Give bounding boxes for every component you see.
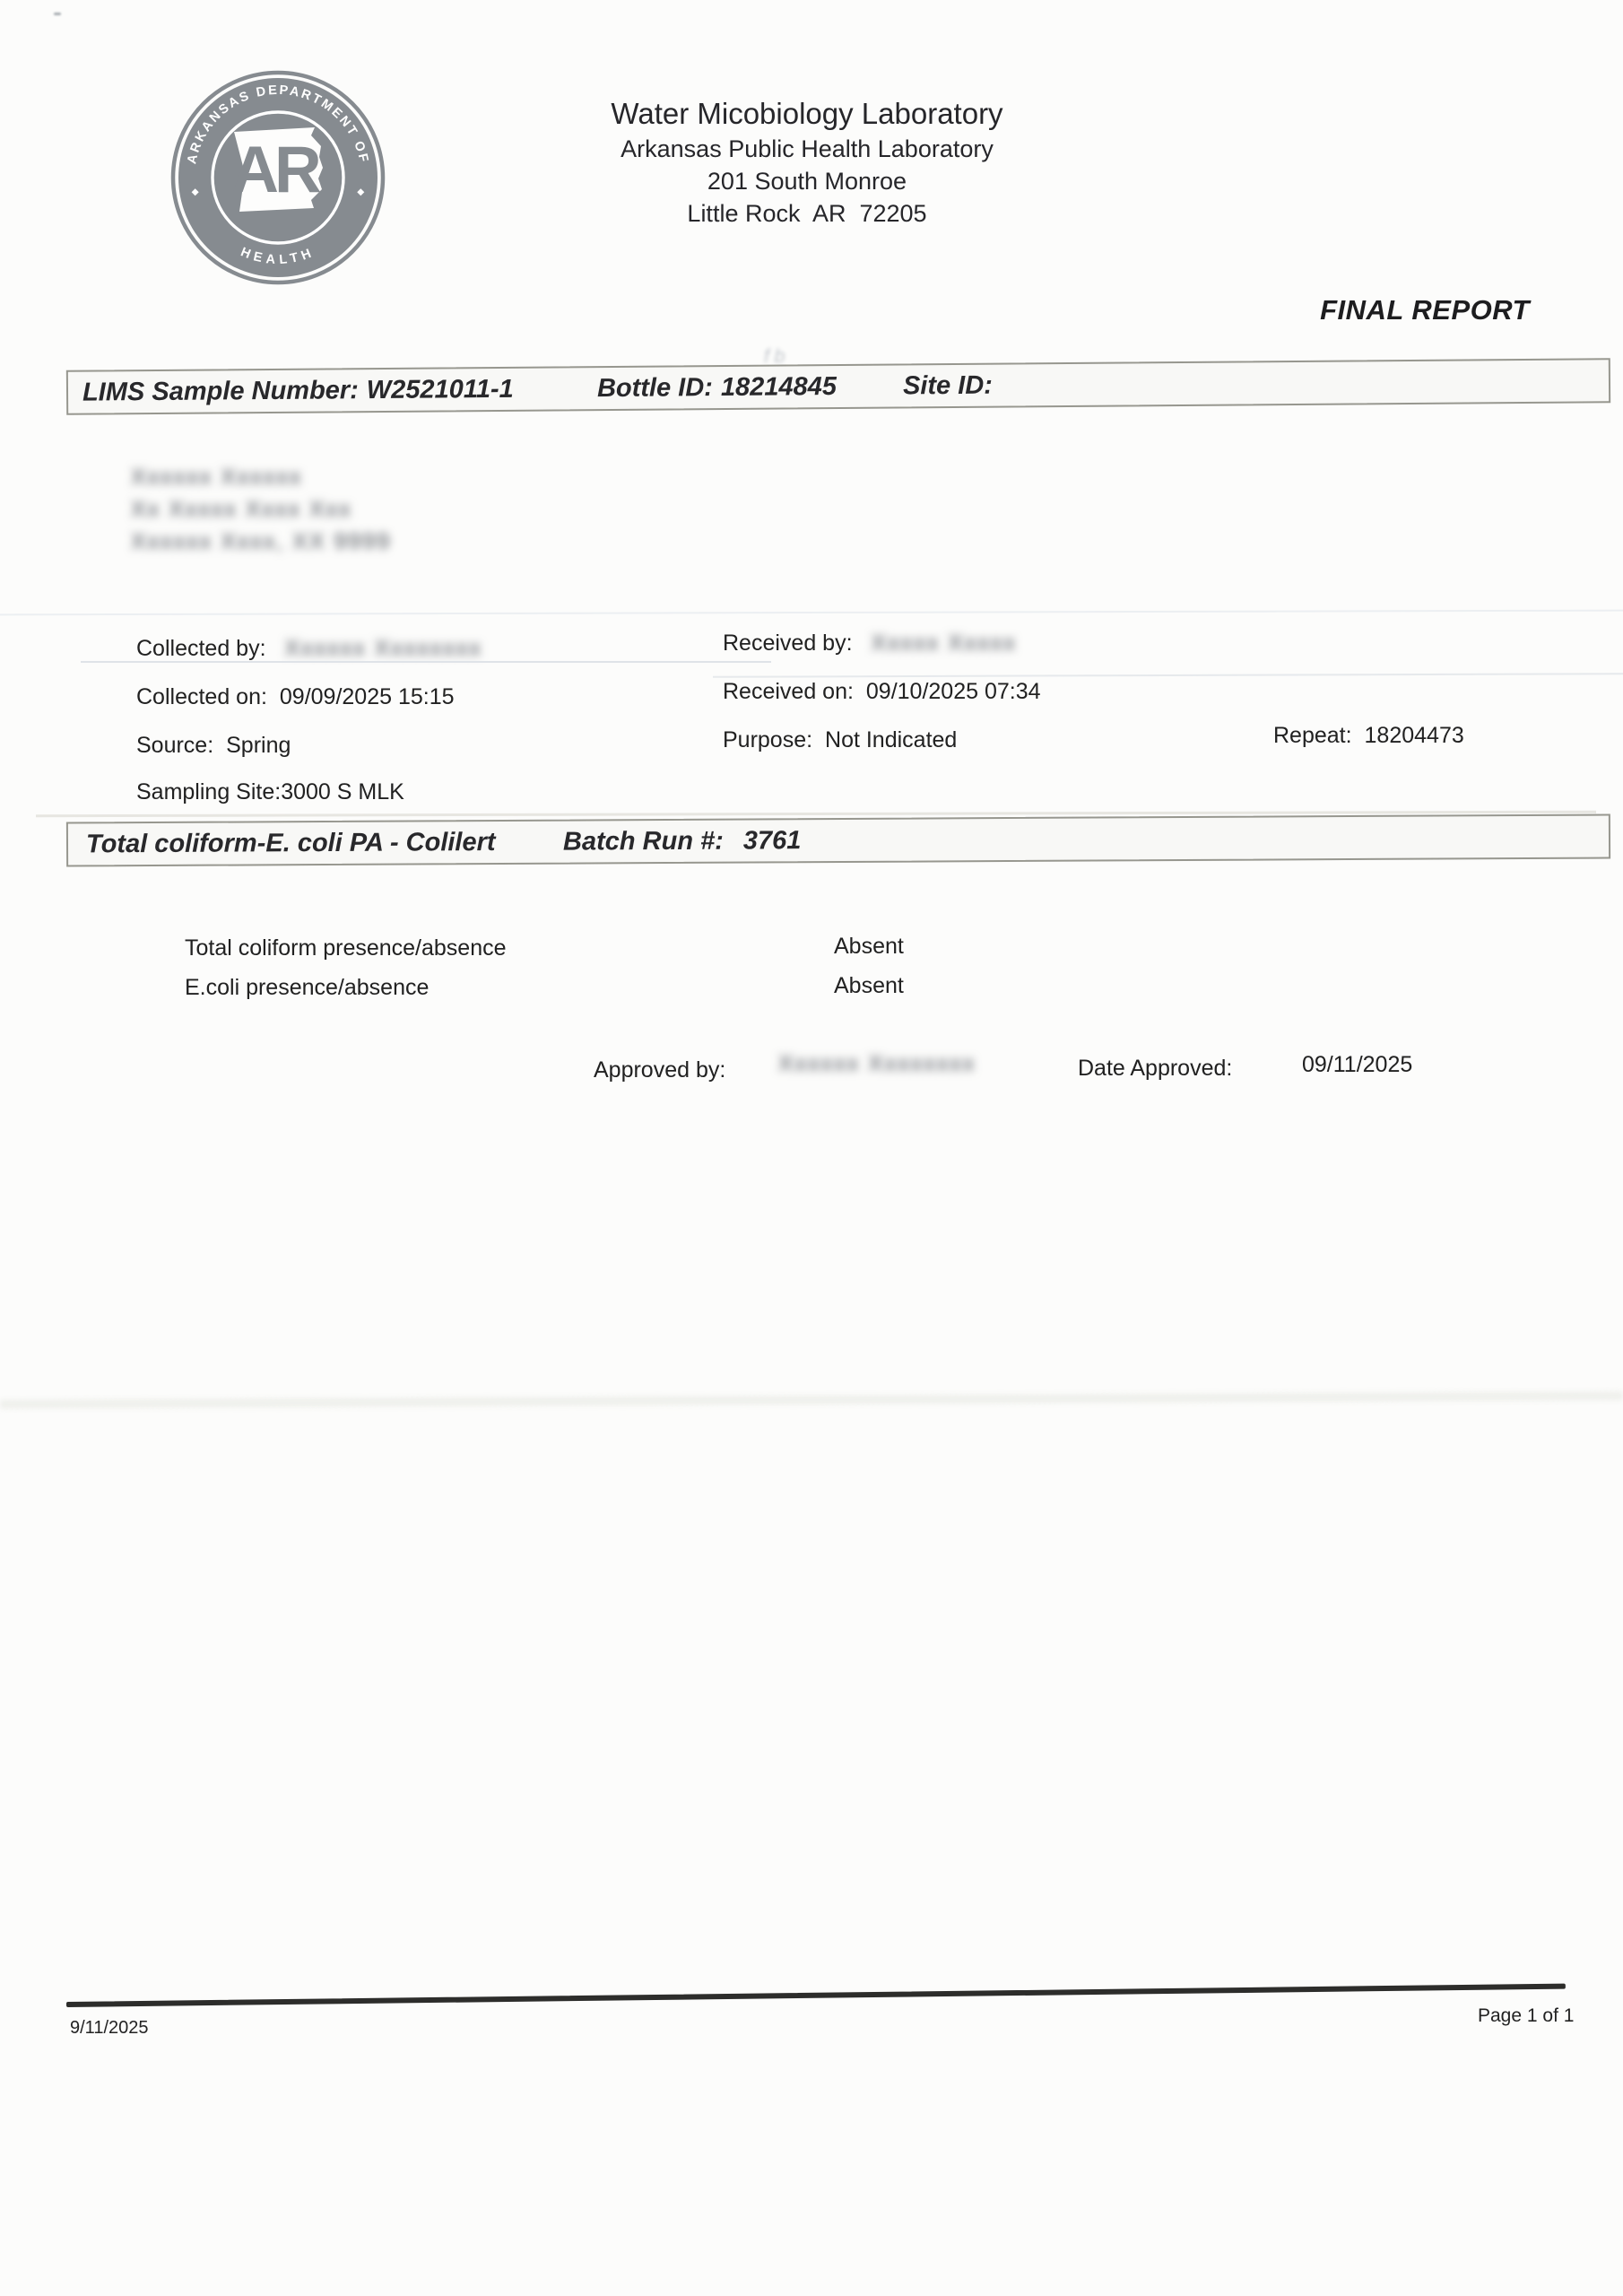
recipient-name-redacted: Xxxxxx Xxxxxx	[131, 465, 303, 490]
scan-artifact-line	[0, 610, 1623, 616]
batch-value: 3761	[742, 826, 802, 856]
purpose-label: Purpose:	[723, 727, 813, 752]
purpose-row	[723, 726, 957, 753]
collected-on-row	[136, 683, 455, 710]
org-name: Arkansas Public Health Laboratory	[621, 135, 994, 162]
source-row	[136, 732, 291, 759]
result-row	[185, 935, 507, 961]
collected-by-label: Collected by:	[136, 636, 266, 661]
recipient-address-block	[131, 461, 391, 558]
street-address: 201 South Monroe	[707, 168, 907, 195]
bottle-label: Bottle ID:	[596, 373, 714, 404]
batch-run	[563, 820, 802, 862]
date-approved-label: Date Approved:	[1078, 1056, 1233, 1081]
seal-monogram: AR	[231, 134, 317, 206]
site-label: Site ID:	[902, 370, 994, 401]
scan-artifact-band	[0, 1391, 1623, 1408]
analyte-name: E.coli presence/absence	[185, 975, 430, 1000]
seal-arc-text-bottom: HEALTH	[238, 245, 318, 268]
site-id	[903, 365, 1001, 407]
sampling-site-value: 3000 S MLK	[281, 779, 404, 804]
date-approved-value: 09/11/2025	[1302, 1052, 1413, 1077]
source-value: Spring	[226, 733, 291, 758]
lab-name: Water Micobiology Laboratory	[611, 97, 1003, 130]
final-report-status: FINAL REPORT	[1320, 294, 1530, 326]
received-by-row	[723, 630, 1017, 657]
lims-label: LIMS Sample Number:	[82, 376, 359, 407]
collected-on-value: 09/09/2025 15:15	[279, 684, 455, 709]
seal-diamond-left-icon: ◆	[191, 187, 199, 197]
result-value: Absent	[834, 934, 904, 959]
sample-id-bar	[66, 358, 1610, 415]
sampling-site-row	[136, 778, 404, 805]
recipient-city-redacted: Xxxxxx Xxxx, XX 9999	[131, 529, 392, 554]
footer-printed-date: 9/11/2025	[70, 2018, 149, 2038]
test-section-bar	[66, 813, 1610, 866]
analyte-name: Total coliform presence/absence	[185, 935, 507, 961]
received-on-row	[723, 678, 1041, 705]
received-by-redacted: Xxxxx Xxxxx	[871, 631, 1017, 656]
bottle-value: 18214845	[720, 372, 838, 403]
received-on-value: 09/10/2025 07:34	[865, 679, 1041, 704]
collected-by-row	[136, 635, 482, 662]
approved-by-label: Approved by:	[594, 1057, 726, 1083]
repeat-label: Repeat:	[1273, 723, 1352, 748]
repeat-row	[1273, 722, 1464, 749]
seal-diamond-right-icon: ◆	[357, 187, 365, 197]
scan-artifact-line	[713, 673, 1623, 678]
purpose-value: Not Indicated	[825, 727, 958, 752]
lims-value: W2521011-1	[366, 374, 514, 405]
received-by-label: Received by:	[723, 631, 853, 656]
batch-label: Batch Run #:	[562, 826, 724, 857]
footer-rule	[66, 1984, 1566, 2007]
repeat-value: 18204473	[1364, 723, 1464, 748]
sampling-site-label: Sampling Site:	[136, 779, 282, 804]
recipient-street-redacted: Xx Xxxxx Xxxx Xxx	[131, 497, 352, 522]
arkansas-department-of-health-seal	[170, 70, 386, 285]
result-row	[185, 974, 429, 1001]
received-on-label: Received on:	[723, 679, 854, 704]
source-label: Source:	[136, 733, 214, 758]
test-title: Total coliform-E. coli PA - Colilert	[85, 828, 496, 859]
pencil-smudge: f b	[764, 346, 785, 367]
collected-by-redacted: Xxxxxx Xxxxxxxx	[284, 636, 482, 661]
scan-speck	[54, 13, 61, 15]
footer-page-number: Page 1 of 1	[1478, 2005, 1575, 2026]
city-state-zip: Little Rock AR 72205	[687, 200, 927, 227]
lims-sample-number	[82, 369, 514, 413]
result-value: Absent	[834, 973, 904, 998]
collected-on-label: Collected on:	[136, 684, 267, 709]
approved-by-redacted: Xxxxxx Xxxxxxxx	[778, 1051, 976, 1076]
seal-arc-text-top: ARKANSAS DEPARTMENT OF	[185, 83, 371, 166]
letterhead	[448, 95, 1166, 230]
bottle-id	[597, 366, 837, 409]
